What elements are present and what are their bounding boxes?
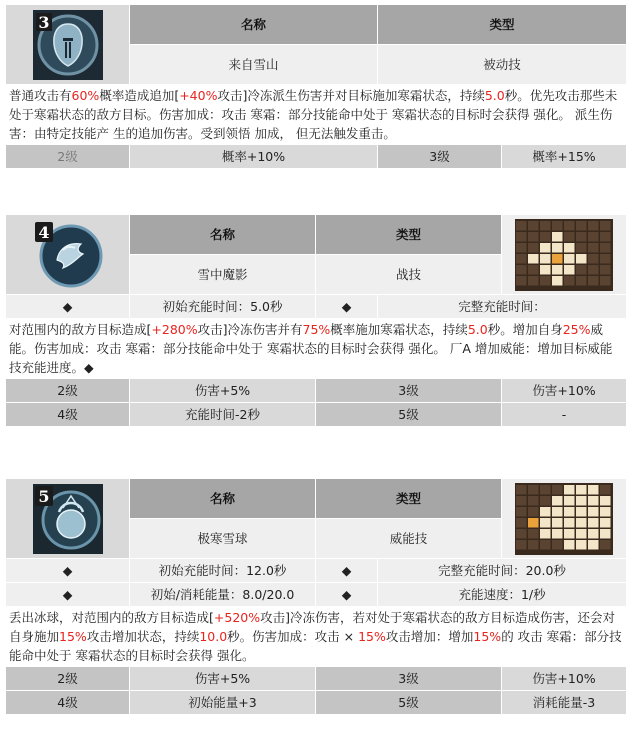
range-grid-cell bbox=[516, 529, 527, 539]
skill-5-level-2-label: 2级 bbox=[6, 667, 130, 691]
skill-3-type: 被动技 bbox=[378, 45, 627, 85]
skill-3-level-2-label: 2级 bbox=[6, 145, 130, 169]
range-grid-cell-active bbox=[600, 518, 611, 528]
skill-5-energy: 初始/消耗能量：8.0/20.0 bbox=[130, 583, 316, 607]
description-text: 秒。增加自身 bbox=[487, 322, 563, 337]
range-grid-cell bbox=[588, 243, 599, 253]
range-grid-cell bbox=[552, 485, 563, 495]
skill-4-level-5-label: 5级 bbox=[316, 403, 502, 427]
highlight-value: +280% bbox=[151, 322, 198, 337]
range-grid-cell bbox=[564, 232, 575, 242]
range-grid-cell bbox=[540, 221, 551, 231]
skill-4-level-5-effect: - bbox=[502, 403, 627, 427]
description-text: 概率施加寒霜状态，持续 bbox=[330, 322, 468, 337]
range-grid-cell-active bbox=[588, 518, 599, 528]
skill-5-header-type: 类型 bbox=[316, 479, 502, 519]
range-grid-cell bbox=[600, 485, 611, 495]
range-grid-cell-active bbox=[588, 485, 599, 495]
range-grid-cell bbox=[528, 507, 539, 517]
skill-4-description bbox=[6, 319, 627, 379]
highlight-value: 75% bbox=[302, 322, 331, 337]
range-grid-cell bbox=[600, 540, 611, 550]
skill-5-icon-cell bbox=[6, 479, 130, 559]
range-grid-cell bbox=[528, 221, 539, 231]
snow-wolf-icon bbox=[33, 220, 103, 290]
range-grid-cell-active bbox=[576, 529, 587, 539]
skill-5-level-3-label: 3级 bbox=[316, 667, 502, 691]
skill-4-header-name: 名称 bbox=[130, 215, 316, 255]
range-grid-cell-active bbox=[588, 507, 599, 517]
range-grid-cell-active bbox=[564, 485, 575, 495]
skill-4-icon-cell bbox=[6, 215, 130, 295]
skill-5-level-4-label: 4级 bbox=[6, 691, 130, 715]
range-grid-cell bbox=[516, 496, 527, 506]
range-grid-cell-active bbox=[552, 243, 563, 253]
range-grid-cell-active bbox=[552, 265, 563, 275]
range-grid-cell bbox=[528, 540, 539, 550]
range-grid-cell-active bbox=[552, 276, 563, 286]
range-grid-cell-active bbox=[552, 496, 563, 506]
range-grid-cell-active bbox=[552, 529, 563, 539]
skill-5-charge-initial: 初始充能时间：12.0秒 bbox=[130, 559, 316, 583]
skill-3-header-name: 名称 bbox=[130, 5, 378, 45]
highlight-value: 5.0 bbox=[484, 88, 505, 103]
range-grid-cell-active bbox=[576, 540, 587, 550]
range-grid-cell bbox=[528, 485, 539, 495]
range-grid-cell-active bbox=[564, 254, 575, 264]
skill-4-level-4-effect: 充能时间-2秒 bbox=[130, 403, 316, 427]
range-grid-cell-active bbox=[588, 540, 599, 550]
range-grid-cell bbox=[600, 221, 611, 231]
range-grid-cell bbox=[528, 276, 539, 286]
range-grid-cell-active bbox=[588, 529, 599, 539]
range-grid-cell bbox=[516, 518, 527, 528]
range-grid-cell-active bbox=[540, 518, 551, 528]
range-grid-cell bbox=[576, 276, 587, 286]
range-grid-cell-active bbox=[564, 529, 575, 539]
skill-5-level-5-label: 5级 bbox=[316, 691, 502, 715]
highlight-value: +520% bbox=[213, 610, 261, 625]
range-grid-cell bbox=[564, 221, 575, 231]
skill-3-table bbox=[5, 4, 627, 169]
skill-3-level-2-effect: 概率+10% bbox=[130, 145, 378, 169]
skill-4-level-4-label: 4级 bbox=[6, 403, 130, 427]
range-grid-cell bbox=[528, 496, 539, 506]
description-text: 普通攻击有 bbox=[9, 88, 72, 103]
range-grid-cell bbox=[588, 276, 599, 286]
range-grid-cell bbox=[576, 265, 587, 275]
skill-4-range-cell bbox=[502, 215, 627, 295]
range-grid-cell bbox=[576, 232, 587, 242]
range-grid-cell bbox=[516, 265, 527, 275]
range-grid-cell bbox=[588, 232, 599, 242]
description-text: 秒。优先攻击那些未处于寒霜状态的敌方目标。伤害加成：攻击 寒霜：部分技能命中处于 寒霜状态的目标时会获得 强化。 派生伤害：由特定技能产 生的追加伤害。受到领悟 加成， 但无法触发重击。 bbox=[9, 88, 618, 141]
description-text: 攻击]冷冻伤害，若对处于寒霜状态的敌方目标造成伤害，还会对自身施加 bbox=[9, 610, 615, 644]
skill-5-description bbox=[6, 607, 627, 667]
range-grid-cell bbox=[516, 243, 527, 253]
range-grid-cell-active bbox=[588, 496, 599, 506]
frost-helmet-icon bbox=[33, 10, 103, 80]
bullet-icon: ◆ bbox=[6, 559, 130, 583]
skill-5-charge-speed: 充能速度：1/秒 bbox=[378, 583, 627, 607]
range-grid-cell-active bbox=[552, 232, 563, 242]
skill-5-charge-full: 完整充能时间：20.0秒 bbox=[378, 559, 627, 583]
range-grid-cell bbox=[516, 221, 527, 231]
range-grid-cell-active bbox=[540, 265, 551, 275]
description-text: 对范围内的敌方目标造成[ bbox=[9, 322, 152, 337]
bullet-icon: ◆ bbox=[6, 583, 130, 607]
range-grid-cell-active bbox=[540, 243, 551, 253]
skill-5-type: 威能技 bbox=[316, 519, 502, 559]
range-grid-cell bbox=[516, 276, 527, 286]
range-grid-cell bbox=[516, 254, 527, 264]
bullet-icon: ◆ bbox=[316, 583, 378, 607]
bullet-icon: ◆ bbox=[316, 295, 378, 319]
highlight-value: +40% bbox=[179, 88, 218, 103]
skill-4-level-3-effect: 伤害+10% bbox=[502, 379, 627, 403]
skill-4-level-3-label: 3级 bbox=[316, 379, 502, 403]
description-text: 丢出冰球，对范围内的敌方目标造成[ bbox=[9, 610, 214, 625]
range-grid-cell bbox=[552, 221, 563, 231]
range-grid-cell bbox=[516, 485, 527, 495]
description-text: 攻击增加：增加 bbox=[385, 629, 474, 644]
description-text: 攻击增加状态，持续 bbox=[86, 629, 200, 644]
skill-4-charge-initial: 初始充能时间：5.0秒 bbox=[130, 295, 316, 319]
highlight-value: 25% bbox=[562, 322, 591, 337]
range-grid-cell bbox=[588, 265, 599, 275]
range-grid-cell bbox=[528, 265, 539, 275]
skill-5-level-4-effect: 初始能量+3 bbox=[130, 691, 316, 715]
range-grid-cell-active bbox=[576, 254, 587, 264]
svg-text:5: 5 bbox=[37, 486, 50, 506]
range-grid-cell-active bbox=[552, 507, 563, 517]
skill-3-level-3-effect: 概率+15% bbox=[502, 145, 627, 169]
range-grid-icon bbox=[515, 219, 613, 291]
skill-4-level-2-effect: 伤害+5% bbox=[130, 379, 316, 403]
range-grid-cell bbox=[564, 276, 575, 286]
range-grid-cell bbox=[516, 232, 527, 242]
skill-5-name: 极寒雪球 bbox=[130, 519, 316, 559]
range-grid-cell bbox=[600, 243, 611, 253]
skill-3-icon-cell bbox=[6, 5, 130, 85]
highlight-value: 5.0 bbox=[467, 322, 488, 337]
range-grid-cell bbox=[588, 254, 599, 264]
range-grid-cell bbox=[516, 507, 527, 517]
range-grid-cell bbox=[528, 232, 539, 242]
skill-5-header-name: 名称 bbox=[130, 479, 316, 519]
skill-3-header-type: 类型 bbox=[378, 5, 627, 45]
bullet-icon: ◆ bbox=[6, 295, 130, 319]
skill-4-header-type: 类型 bbox=[316, 215, 502, 255]
range-grid-cell-active bbox=[564, 518, 575, 528]
range-grid-cell bbox=[600, 232, 611, 242]
range-grid-cell-active bbox=[564, 507, 575, 517]
skill-3-level-3-label: 3级 bbox=[378, 145, 502, 169]
skill-4-table bbox=[5, 214, 627, 427]
range-grid-cell bbox=[576, 221, 587, 231]
range-grid-cell-active bbox=[576, 507, 587, 517]
range-grid-cell bbox=[552, 540, 563, 550]
description-text: 攻击]冷冻伤害并有 bbox=[197, 322, 303, 337]
range-grid-cell-active bbox=[576, 485, 587, 495]
description-text: 秒。伤害加成：攻击 × bbox=[227, 629, 359, 644]
description-text: 攻击]冷冻派生伤害并对目标施加寒霜状态，持续 bbox=[217, 88, 485, 103]
range-grid-cell bbox=[540, 540, 551, 550]
range-grid-cell-active bbox=[540, 507, 551, 517]
skill-5-table bbox=[5, 478, 627, 715]
range-grid-cell-active bbox=[540, 254, 551, 264]
description-text: 威能。伤害加成：攻击 寒霜：部分技能命中处于 寒霜状态的目标时会获得 强化。 厂A 增加威能：增加目标威能 技充能进度。◆ bbox=[9, 322, 613, 375]
skill-3-name: 来自雪山 bbox=[130, 45, 378, 85]
highlight-value: 60% bbox=[71, 88, 100, 103]
range-grid-cell bbox=[600, 265, 611, 275]
range-grid-cell-active bbox=[564, 540, 575, 550]
skill-4-name: 雪中魔影 bbox=[130, 255, 316, 295]
range-grid-cell bbox=[576, 243, 587, 253]
range-grid-cell-active bbox=[600, 529, 611, 539]
skill-4-charge-full: 完整充能时间： bbox=[378, 295, 627, 319]
skill-3-description bbox=[6, 85, 627, 145]
range-grid-icon bbox=[515, 483, 613, 555]
range-grid-cell-active bbox=[576, 518, 587, 528]
description-text: 概率造成追加[ bbox=[99, 88, 180, 103]
range-grid-cell-active bbox=[528, 254, 539, 264]
range-grid-center bbox=[528, 518, 539, 528]
skill-4-type: 战技 bbox=[316, 255, 502, 295]
range-grid-cell-active bbox=[564, 243, 575, 253]
bullet-icon: ◆ bbox=[316, 559, 378, 583]
frost-orb-icon bbox=[33, 484, 103, 554]
range-grid-cell bbox=[600, 254, 611, 264]
range-grid-cell-active bbox=[564, 265, 575, 275]
range-grid-cell-active bbox=[540, 529, 551, 539]
range-grid-cell bbox=[540, 276, 551, 286]
range-grid-cell bbox=[516, 540, 527, 550]
range-grid-cell bbox=[540, 496, 551, 506]
skill-5-range-cell bbox=[502, 479, 627, 559]
range-grid-cell-active bbox=[552, 518, 563, 528]
range-grid-cell bbox=[528, 243, 539, 253]
skill-5-level-5-effect: 消耗能量-3 bbox=[502, 691, 627, 715]
range-grid-center bbox=[552, 254, 563, 264]
skill-5-level-3-effect: 伤害+10% bbox=[502, 667, 627, 691]
range-grid-cell-active bbox=[600, 496, 611, 506]
svg-text:3: 3 bbox=[37, 12, 50, 32]
highlight-value: 10.0 bbox=[199, 629, 228, 644]
range-grid-cell bbox=[600, 276, 611, 286]
highlight-value: 15% bbox=[473, 629, 502, 644]
highlight-value: 15% bbox=[59, 629, 87, 644]
skill-5-level-2-effect: 伤害+5% bbox=[130, 667, 316, 691]
range-grid-cell-active bbox=[576, 496, 587, 506]
range-grid-cell bbox=[540, 485, 551, 495]
range-grid-cell-active bbox=[564, 496, 575, 506]
svg-text:4: 4 bbox=[37, 222, 50, 242]
highlight-value: 15% bbox=[358, 629, 386, 644]
description-text: 的 攻击 寒霜：部分技能命中处于 寒霜状态的目标时会获得 强化。 bbox=[9, 629, 622, 663]
range-grid-cell-active bbox=[600, 507, 611, 517]
skill-4-level-2-label: 2级 bbox=[6, 379, 130, 403]
range-grid-cell bbox=[540, 232, 551, 242]
range-grid-cell bbox=[528, 529, 539, 539]
range-grid-cell bbox=[588, 221, 599, 231]
